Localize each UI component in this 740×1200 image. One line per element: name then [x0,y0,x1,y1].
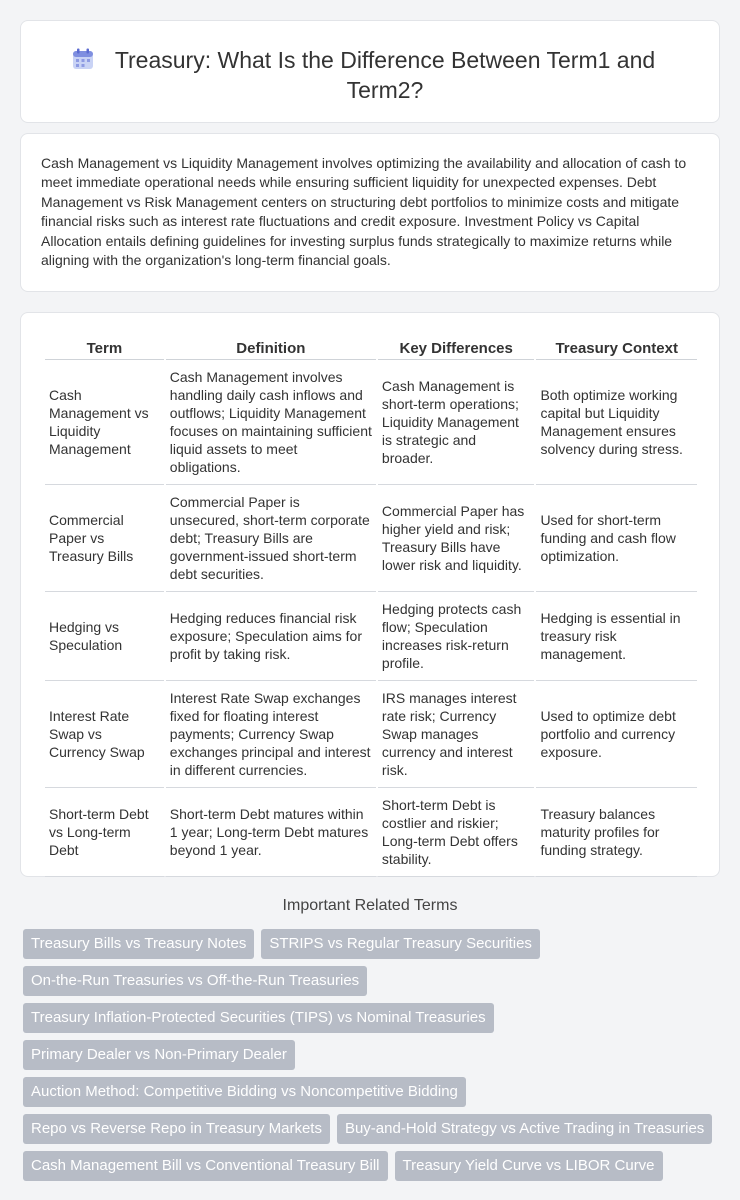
cell-key-differences: Commercial Paper has higher yield and risk; Treasury Bills have lower risk and liquidity. [378,485,535,592]
related-term-tag[interactable]: Cash Management Bill vs Conventional Treasury Bill [23,1151,388,1181]
cell-key-differences: Cash Management is short-term operations; Liquidity Management is strategic and broader. [378,360,535,485]
related-term-tag[interactable]: Repo vs Reverse Repo in Treasury Markets [23,1114,330,1144]
cell-definition: Cash Management involves handling daily cash inflows and outflows; Liquidity Management focuses on maintaining sufficient liquid assets to meet obligations. [166,360,376,485]
related-term-tag[interactable]: Buy-and-Hold Strategy vs Active Trading in Treasuries [337,1114,712,1144]
related-term-tag[interactable]: Auction Method: Competitive Bidding vs Noncompetitive Bidding [23,1077,466,1107]
cell-definition: Interest Rate Swap exchanges fixed for floating interest payments; Currency Swap exchanges principal and interest in different currencies. [166,681,376,788]
related-term-tag[interactable]: STRIPS vs Regular Treasury Securities [261,929,540,959]
table-row [45,681,697,788]
intro-paragraph: Cash Management vs Liquidity Management involves optimizing the availability and allocation of cash to meet immediate operational needs while ensuring sufficient liquidity for unexpected expenses. Debt Management vs Risk Management centers on structuring debt portfolios to minimize costs and mitigate financial risks such as interest rate fluctuations and credit exposure. Investment Policy vs Capital Allocation entails defining guidelines for investing surplus funds strategically to maximize returns while aligning with the organization's long-term financial goals. [41,155,687,269]
header-term: Term [45,333,164,360]
related-term-tag[interactable]: On-the-Run Treasuries vs Off-the-Run Treasuries [23,966,367,996]
cell-term: Short-term Debt vs Long-term Debt [45,788,164,877]
page-title: Treasury: What Is the Difference Between Term1 and Term2? [114,47,656,103]
table-row [45,485,697,592]
cell-definition: Commercial Paper is unsecured, short-term corporate debt; Treasury Bills are government-issued short-term debt securities. [166,485,376,592]
comparison-table-card [20,312,720,877]
cell-key-differences: Short-term Debt is costlier and riskier; Long-term Debt offers stability. [378,788,535,877]
cell-term: Cash Management vs Liquidity Management [45,360,164,485]
table-row [45,592,697,681]
cell-definition: Hedging reduces financial risk exposure; Speculation aims for profit by taking risk. [166,592,376,681]
cell-term: Interest Rate Swap vs Currency Swap [45,681,164,788]
cell-definition: Short-term Debt matures within 1 year; Long-term Debt matures beyond 1 year. [166,788,376,877]
comparison-table [43,333,699,877]
table-header-row [45,333,697,360]
related-term-tag[interactable]: Treasury Inflation-Protected Securities (TIPS) vs Nominal Treasuries [23,1003,494,1033]
related-term-tag[interactable]: Treasury Bills vs Treasury Notes [23,929,254,959]
cell-treasury-context: Used for short-term funding and cash flow optimization. [536,485,697,592]
related-terms-heading: Important Related Terms [282,897,458,914]
cell-key-differences: Hedging protects cash flow; Speculation increases risk-return profile. [378,592,535,681]
cell-treasury-context: Treasury balances maturity profiles for funding strategy. [536,788,697,877]
related-term-tag[interactable]: Treasury Yield Curve vs LIBOR Curve [395,1151,663,1181]
title-card [20,20,720,123]
cell-key-differences: IRS manages interest rate risk; Currency Swap manages currency and interest risk. [378,681,535,788]
table-row [45,360,697,485]
cell-treasury-context: Both optimize working capital but Liquidity Management ensures solvency during stress. [536,360,697,485]
table-row [45,788,697,877]
cell-treasury-context: Used to optimize debt portfolio and currency exposure. [536,681,697,788]
related-term-tag[interactable]: Primary Dealer vs Non-Primary Dealer [23,1040,295,1070]
related-terms-list [23,929,723,1181]
header-key-differences: Key Differences [378,333,535,360]
cell-treasury-context: Hedging is essential in treasury risk management. [536,592,697,681]
cell-term: Commercial Paper vs Treasury Bills [45,485,164,592]
intro-card [20,133,720,292]
header-definition: Definition [166,333,376,360]
cell-term: Hedging vs Speculation [45,592,164,681]
header-treasury-context: Treasury Context [536,333,697,360]
